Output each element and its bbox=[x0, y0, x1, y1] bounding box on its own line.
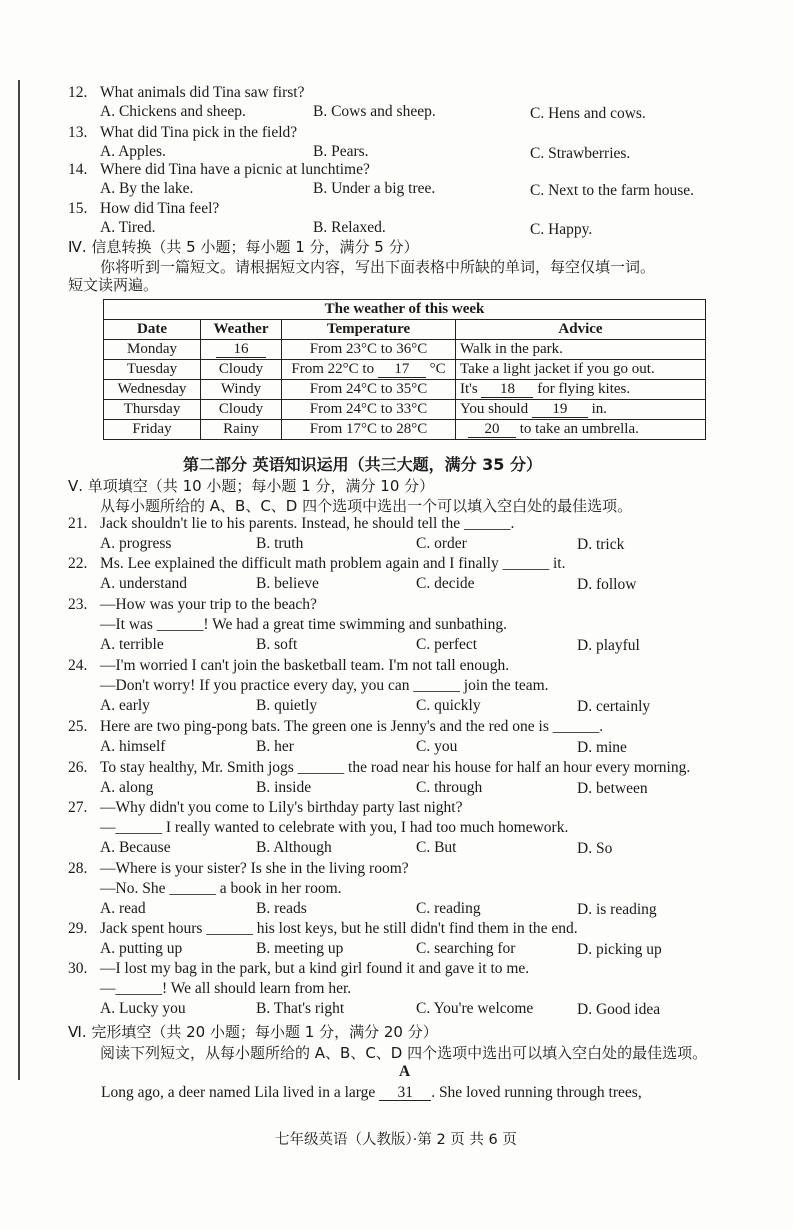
question-stem bbox=[68, 960, 529, 978]
question-stem bbox=[68, 860, 409, 878]
question-text: Here are two ping-pong bats. The green one is Jenny's and the red one is ______. bbox=[100, 718, 604, 735]
option-b[interactable]: B. meeting up bbox=[256, 940, 344, 957]
cell-weather bbox=[201, 340, 282, 360]
question-number: 30. bbox=[68, 960, 88, 977]
question-stem bbox=[68, 124, 297, 142]
option-c[interactable]: C. you bbox=[416, 738, 458, 755]
option-c[interactable]: C. Strawberries. bbox=[530, 145, 631, 162]
option-d[interactable]: D. picking up bbox=[577, 941, 662, 958]
question-text: What animals did Tina saw first? bbox=[100, 84, 305, 101]
section-6-instruction: 阅读下列短文，从每小题所给的 A、B、C、D 四个选项中选出可以填入空白处的最佳选项。 bbox=[100, 1044, 708, 1062]
cell-date: Monday bbox=[104, 340, 201, 360]
cell-advice: Walk in the park. bbox=[456, 340, 706, 360]
cell-advice bbox=[456, 400, 706, 420]
option-b[interactable]: B. believe bbox=[256, 575, 319, 592]
option-a[interactable]: A. Because bbox=[100, 839, 171, 856]
option-c[interactable]: C. Happy. bbox=[530, 221, 593, 238]
option-c[interactable]: C. decide bbox=[416, 575, 475, 592]
question-text: Jack spent hours ______ his lost keys, but he still didn't find them in the end. bbox=[100, 920, 578, 937]
page-footer: 七年级英语（人教版）·第 2 页 共 6 页 bbox=[275, 1132, 517, 1148]
question-text: What did Tina pick in the field? bbox=[100, 124, 298, 141]
header-advice: Advice bbox=[456, 320, 706, 340]
option-a[interactable]: A. understand bbox=[100, 575, 187, 592]
temp-text: From 22°C to bbox=[291, 361, 375, 377]
question-stem bbox=[68, 718, 603, 736]
question-stem bbox=[68, 84, 305, 102]
option-c[interactable]: C. through bbox=[416, 779, 483, 796]
option-a[interactable]: A. Apples. bbox=[100, 143, 166, 160]
question-number: 27. bbox=[68, 799, 88, 816]
option-c[interactable]: C. You're welcome bbox=[416, 1000, 534, 1017]
question-number: 24. bbox=[68, 657, 88, 674]
option-c[interactable]: C. order bbox=[416, 535, 467, 552]
question-stem-2: —It was ______! We had a great time swimming and sunbathing. bbox=[100, 616, 507, 633]
option-a[interactable]: A. By the lake. bbox=[100, 180, 194, 197]
answer-blank[interactable]: 18 bbox=[481, 382, 533, 398]
header-weather: Weather bbox=[201, 320, 282, 340]
section-5-heading: Ⅴ. 单项填空（共 10 小题；每小题 1 分，满分 10 分） bbox=[68, 477, 435, 495]
question-stem bbox=[68, 200, 219, 218]
question-number: 22. bbox=[68, 555, 88, 572]
question-text: —I'm worried I can't join the basketball team. I'm not tall enough. bbox=[100, 657, 510, 674]
cell-weather: Windy bbox=[201, 380, 282, 400]
cell-date: Wednesday bbox=[104, 380, 201, 400]
question-text: How did Tina feel? bbox=[100, 200, 220, 217]
question-stem bbox=[68, 161, 370, 179]
cell-weather: Cloudy bbox=[201, 400, 282, 420]
question-stem-2: —No. She ______ a book in her room. bbox=[100, 880, 342, 897]
cell-temperature: From 24°C to 35°C bbox=[282, 380, 456, 400]
section-5-instruction: 从每小题所给的 A、B、C、D 四个选项中选出一个可以填入空白处的最佳选项。 bbox=[100, 497, 633, 515]
option-b[interactable]: B. Cows and sheep. bbox=[313, 103, 436, 120]
option-a[interactable]: A. Tired. bbox=[100, 219, 156, 236]
cell-temperature bbox=[282, 360, 456, 380]
section-4-instruction-2: 短文读两遍。 bbox=[68, 276, 159, 294]
option-b[interactable]: B. soft bbox=[256, 636, 298, 653]
answer-blank[interactable]: 20 bbox=[468, 422, 516, 438]
question-number: 12. bbox=[68, 84, 88, 101]
option-a[interactable]: A. Chickens and sheep. bbox=[100, 103, 246, 120]
question-stem bbox=[68, 759, 690, 777]
question-number: 14. bbox=[68, 161, 88, 178]
passage-label: A bbox=[399, 1063, 411, 1080]
question-text: —I lost my bag in the park, but a kind girl found it and gave it to me. bbox=[100, 960, 530, 977]
question-stem bbox=[68, 920, 578, 938]
advice-text: It's bbox=[460, 381, 478, 397]
option-d[interactable]: D. follow bbox=[577, 576, 637, 593]
cell-advice bbox=[456, 380, 706, 400]
option-a[interactable]: A. terrible bbox=[100, 636, 164, 653]
question-stem-2: —______ I really wanted to celebrate with you, I had too much homework. bbox=[100, 819, 569, 836]
advice-text: to take an umbrella. bbox=[519, 421, 639, 437]
option-a[interactable]: A. putting up bbox=[100, 940, 183, 957]
option-b[interactable]: B. inside bbox=[256, 779, 312, 796]
option-d[interactable]: D. So bbox=[577, 840, 613, 857]
section-6-heading: Ⅵ. 完形填空（共 20 小题；每小题 1 分，满分 20 分） bbox=[68, 1023, 438, 1041]
question-text: Jack shouldn't lie to his parents. Instead, he should tell the ______. bbox=[100, 515, 515, 532]
question-number: 25. bbox=[68, 718, 88, 735]
temp-unit: °C bbox=[429, 361, 446, 377]
page-margin-line bbox=[18, 80, 20, 1080]
question-stem bbox=[68, 555, 565, 573]
cell-temperature: From 24°C to 33°C bbox=[282, 400, 456, 420]
question-text: Where did Tina have a picnic at lunchtime? bbox=[100, 161, 370, 178]
section-4-instruction: 你将听到一篇短文。请根据短文内容，写出下面表格中所缺的单词，每空仅填一词。 bbox=[100, 258, 656, 276]
cell-temperature: From 17°C to 28°C bbox=[282, 420, 456, 440]
cell-advice bbox=[456, 420, 706, 440]
option-a[interactable]: A. Lucky you bbox=[100, 1000, 186, 1017]
option-c[interactable]: C. Next to the farm house. bbox=[530, 182, 695, 199]
option-b[interactable]: B. That's right bbox=[256, 1000, 345, 1017]
option-b[interactable]: B. truth bbox=[256, 535, 304, 552]
header-date: Date bbox=[104, 320, 201, 340]
question-number: 26. bbox=[68, 759, 88, 776]
option-c[interactable]: C. Hens and cows. bbox=[530, 105, 646, 122]
question-text: —Where is your sister? Is she in the living room? bbox=[100, 860, 409, 877]
option-b[interactable]: B. reads bbox=[256, 900, 307, 917]
mc-question bbox=[68, 657, 768, 719]
answer-blank[interactable]: 17 bbox=[378, 362, 426, 378]
cell-weather: Cloudy bbox=[201, 360, 282, 380]
header-temperature: Temperature bbox=[282, 320, 456, 340]
option-b[interactable]: B. Under a big tree. bbox=[313, 180, 436, 197]
question-text: —Why didn't you come to Lily's birthday party last night? bbox=[100, 799, 463, 816]
option-b[interactable]: B. Pears. bbox=[313, 143, 369, 160]
answer-blank[interactable]: 31 bbox=[379, 1085, 431, 1101]
question-stem bbox=[68, 515, 514, 533]
cell-date: Thursday bbox=[104, 400, 201, 420]
option-b[interactable]: B. Although bbox=[256, 839, 332, 856]
question-stem bbox=[68, 799, 462, 817]
option-a[interactable]: A. along bbox=[100, 779, 154, 796]
option-d[interactable]: D. trick bbox=[577, 536, 625, 553]
option-d[interactable]: D. Good idea bbox=[577, 1001, 661, 1018]
mc-question bbox=[68, 860, 768, 922]
question-stem-2: —______! We all should learn from her. bbox=[100, 980, 352, 997]
weather-table bbox=[103, 299, 706, 440]
cell-date: Tuesday bbox=[104, 360, 201, 380]
option-c[interactable]: C. perfect bbox=[416, 636, 478, 653]
advice-text: for flying kites. bbox=[537, 381, 631, 397]
advice-text: You should bbox=[460, 401, 529, 417]
option-a[interactable]: A. progress bbox=[100, 535, 172, 552]
question-text: To stay healthy, Mr. Smith jogs ______ the road near his house for half an hour every morning. bbox=[100, 759, 691, 776]
mc-question bbox=[68, 799, 768, 861]
option-c[interactable]: C. But bbox=[416, 839, 457, 856]
passage-first-line bbox=[101, 1084, 642, 1102]
question-number: 29. bbox=[68, 920, 88, 937]
option-c[interactable]: C. quickly bbox=[416, 697, 481, 714]
option-b[interactable]: B. quietly bbox=[256, 697, 318, 714]
option-d[interactable]: D. is reading bbox=[577, 901, 657, 918]
mc-question bbox=[68, 960, 768, 1022]
question-text: Ms. Lee explained the difficult math problem again and I finally ______ it. bbox=[100, 555, 566, 572]
table-row bbox=[104, 420, 706, 440]
question-number: 28. bbox=[68, 860, 88, 877]
question-number: 15. bbox=[68, 200, 88, 217]
advice-text: in. bbox=[591, 401, 608, 417]
option-a[interactable]: A. himself bbox=[100, 738, 166, 755]
option-c[interactable]: C. reading bbox=[416, 900, 481, 917]
question-number: 21. bbox=[68, 515, 88, 532]
option-c[interactable]: C. searching for bbox=[416, 940, 516, 957]
cell-advice: Take a light jacket if you go out. bbox=[456, 360, 706, 380]
table-row bbox=[104, 340, 706, 360]
mc-question bbox=[68, 596, 768, 658]
cell-date: Friday bbox=[104, 420, 201, 440]
table-row bbox=[104, 380, 706, 400]
answer-blank[interactable]: 16 bbox=[216, 342, 266, 358]
question-number: 13. bbox=[68, 124, 88, 141]
passage-text: Long ago, a deer named Lila lived in a large bbox=[101, 1084, 376, 1101]
option-a[interactable]: A. early bbox=[100, 697, 150, 714]
table-row bbox=[104, 360, 706, 380]
option-d[interactable]: D. mine bbox=[577, 739, 627, 756]
option-b[interactable]: B. Relaxed. bbox=[313, 219, 386, 236]
cell-temperature: From 23°C to 36°C bbox=[282, 340, 456, 360]
table-title: The weather of this week bbox=[104, 300, 706, 320]
option-d[interactable]: D. between bbox=[577, 780, 648, 797]
answer-blank[interactable]: 19 bbox=[532, 402, 588, 418]
question-number: 23. bbox=[68, 596, 88, 613]
question-text: —How was your trip to the beach? bbox=[100, 596, 317, 613]
question-stem bbox=[68, 596, 317, 614]
option-a[interactable]: A. read bbox=[100, 900, 146, 917]
option-d[interactable]: D. certainly bbox=[577, 698, 651, 715]
table-row bbox=[104, 400, 706, 420]
question-stem-2: —Don't worry! If you practice every day, you can ______ join the team. bbox=[100, 677, 549, 694]
part-2-title: 第二部分 英语知识运用（共三大题，满分 35 分） bbox=[183, 455, 542, 474]
option-b[interactable]: B. her bbox=[256, 738, 294, 755]
option-d[interactable]: D. playful bbox=[577, 637, 640, 654]
cell-weather: Rainy bbox=[201, 420, 282, 440]
question-stem bbox=[68, 657, 509, 675]
passage-text: . She loved running through trees, bbox=[431, 1084, 642, 1101]
section-4-heading: Ⅳ. 信息转换（共 5 小题；每小题 1 分，满分 5 分） bbox=[68, 238, 419, 256]
